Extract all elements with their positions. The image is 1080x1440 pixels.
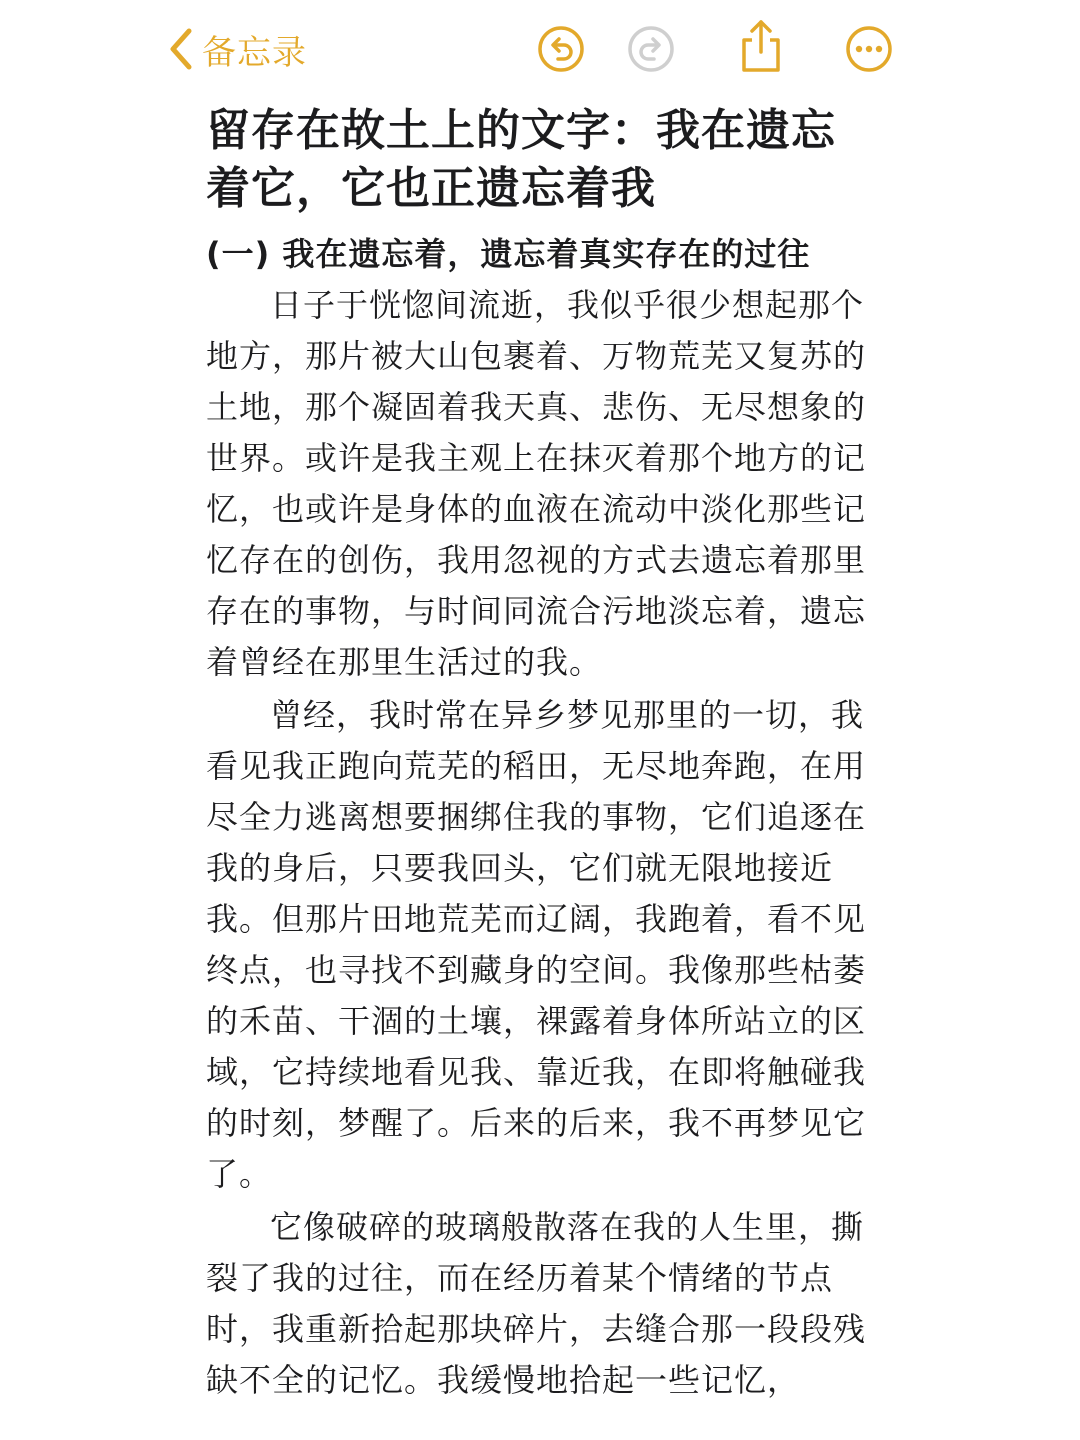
redo-button[interactable] bbox=[626, 24, 676, 74]
undo-icon bbox=[536, 24, 586, 74]
back-label: 备忘录 bbox=[202, 32, 307, 73]
back-button[interactable] bbox=[168, 22, 307, 76]
share-button[interactable] bbox=[736, 18, 786, 74]
notes-toolbar bbox=[0, 0, 1080, 100]
chevron-left-icon bbox=[168, 27, 194, 71]
more-options-button[interactable] bbox=[844, 24, 894, 74]
section-heading: (一) 我在遗忘着，遗忘着真实存在的过往 bbox=[206, 235, 811, 273]
note-title: 留存在故土上的文字：我在遗忘着它，它也正遗忘着我 bbox=[206, 105, 836, 214]
redo-icon bbox=[626, 24, 676, 74]
paragraph: 日子于恍惚间流逝，我似乎很少想起那个地方，那片被大山包裹着、万物荒芜又复苏的土地，那个凝固着我天真、悲伤、无尽想象的世界。或许是我主观上在抹灭着那个地方的记忆，也或许是身体的血液在流动中淡化那些记忆存在的创伤，我用忽视的方式去遗忘着那里存在的事物，与时间同流合污地淡忘着，遗忘着曾经在那里生活过的我。 bbox=[206, 286, 867, 681]
share-icon bbox=[736, 18, 786, 74]
note-body[interactable] bbox=[206, 98, 876, 1406]
paragraph: 曾经，我时常在异乡梦见那里的一切，我看见我正跑向荒芜的稻田，无尽地奔跑，在用尽全力逃离想要捆绑住我的事物，它们追逐在我的身后，只要我回头，它们就无限地接近我。但那片田地荒芜而辽阔，我跑着，看不见终点，也寻找不到藏身的空间。我像那些枯萎的禾苗、干涸的土壤，裸露着身体所站立的区域，它持续地看见我、靠近我，在即将触碰我的时刻，梦醒了。后来的后来，我不再梦见它了。 bbox=[206, 696, 867, 1193]
paragraph: 它像破碎的玻璃般散落在我的人生里，撕裂了我的过往，而在经历着某个情绪的节点时，我重新拾起那块碎片，去缝合那一段段残缺不全的记忆。我缓慢地拾起一些记忆， bbox=[206, 1208, 867, 1399]
more-icon bbox=[844, 24, 894, 74]
undo-button[interactable] bbox=[536, 24, 586, 74]
